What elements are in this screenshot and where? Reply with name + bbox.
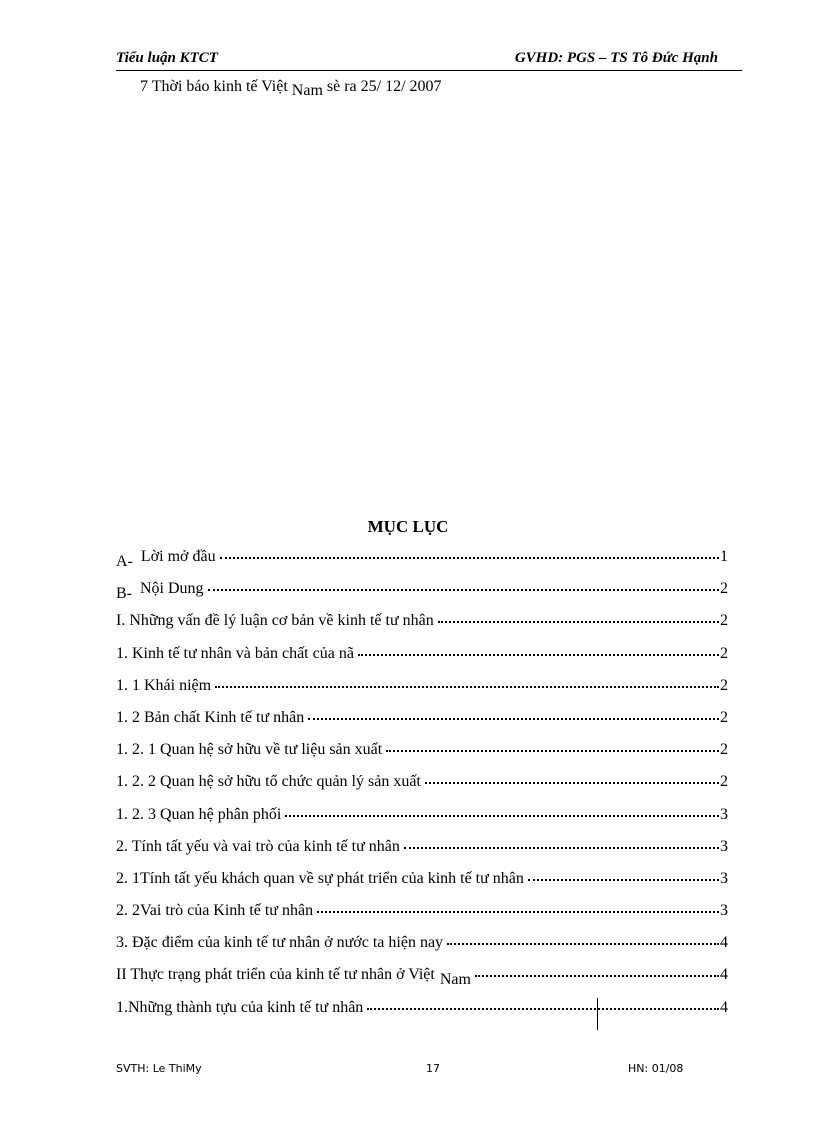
toc-entry-page-number: 3	[720, 869, 728, 887]
toc-entry	[116, 741, 728, 773]
footnote-issue: sè ra 25/ 12/ 2007	[326, 78, 442, 95]
toc-entry-text: I. Những vấn đề lý luận cơ bản về kinh tế tư nhân	[116, 612, 434, 630]
toc-entry-page-number: 2	[720, 612, 728, 630]
toc-entry-marker: B-	[116, 585, 132, 603]
footer-class: HN: 01/08	[628, 1062, 684, 1075]
toc-entry-text: 2. 1Tính tất yếu khách quan về sự phát triển của kinh tế tư nhân	[116, 869, 524, 887]
table-of-contents	[116, 548, 728, 1031]
toc-entry-page-number: 4	[720, 934, 728, 952]
toc-entry-page-number: 3	[720, 902, 728, 920]
toc-entry	[116, 677, 728, 709]
toc-entry-leader-dots	[358, 654, 719, 656]
toc-entry	[116, 870, 728, 902]
toc-entry-leader-dots	[285, 815, 719, 817]
toc-entry-leader-dots	[208, 589, 719, 591]
toc-entry	[116, 806, 728, 838]
toc-entry-text: 1.Những thành tựu của kinh tế tư nhân	[116, 998, 364, 1016]
toc-entry-page-number: 2	[720, 708, 728, 726]
toc-entry-text: Lời mở đầu	[140, 548, 216, 565]
footnote-text: 7 Thời báo kinh tế Việt	[140, 78, 288, 95]
toc-entry-text: 1. 2 Bản chất Kinh tế tư nhân	[116, 708, 305, 726]
toc-entry-page-number: 4	[720, 966, 728, 984]
toc-entry-leader-dots	[317, 911, 719, 913]
toc-entry	[116, 966, 728, 998]
header-course-title: Tiểu luận KTCT	[116, 50, 218, 66]
toc-entry-leader-dots	[447, 943, 719, 945]
toc-entry-leader-dots	[367, 1008, 719, 1010]
toc-entry-leader-dots	[425, 782, 719, 784]
toc-entry-text: 1. 2. 2 Quan hệ sở hữu tổ chức quản lý sản xuất	[116, 773, 421, 791]
toc-entry	[116, 580, 728, 612]
toc-entry-page-number: 3	[720, 837, 728, 855]
toc-entry-text: 1. 2. 3 Quan hệ phân phối	[116, 805, 282, 823]
toc-entry-leader-dots	[220, 557, 719, 559]
toc-entry	[116, 934, 728, 966]
toc-entry-leader-dots	[438, 621, 719, 623]
toc-title: MỤC LỤC	[367, 517, 449, 536]
toc-entry-text: II Thực trạng phát triển của kinh tế tư nhân ở Việt	[116, 966, 435, 984]
toc-entry	[116, 548, 728, 580]
toc-entry	[116, 838, 728, 870]
toc-entry-leader-dots	[404, 847, 719, 849]
footer-page-number: 17	[426, 1062, 440, 1075]
toc-entry-leader-dots	[215, 686, 719, 688]
toc-entry-text: 2. 2Vai trò của Kinh tế tư nhân	[116, 902, 314, 920]
toc-entry-leader-dots	[308, 718, 719, 720]
toc-entry	[116, 612, 728, 644]
text-cursor	[597, 998, 598, 1030]
toc-entry-page-number: 2	[720, 644, 728, 662]
toc-entry-page-number: 2	[720, 741, 728, 759]
footer-student: SVTH: Le ThiMy	[116, 1062, 202, 1075]
toc-entry-lowered-word: Nam	[439, 971, 471, 989]
toc-entry-page-number: 2	[720, 773, 728, 791]
footnote-lowered-word: Nam	[291, 82, 323, 99]
toc-entry-page-number: 1	[720, 548, 728, 565]
toc-entry-marker: A-	[116, 553, 133, 570]
footnote	[140, 78, 442, 99]
toc-entry	[116, 709, 728, 741]
toc-entry-leader-dots	[528, 879, 719, 881]
toc-entry	[116, 902, 728, 934]
toc-entry-text: 3. Đặc điểm của kinh tế tư nhân ở nước ta hiện nay	[116, 934, 444, 952]
toc-entry-page-number: 2	[720, 580, 728, 598]
toc-entry-text: 1. 2. 1 Quan hệ sở hữu về tư liệu sản xuất	[116, 741, 383, 759]
toc-entry-leader-dots	[475, 975, 719, 977]
toc-entry	[116, 999, 728, 1031]
toc-entry-text: 1. 1 Khái niệm	[116, 676, 212, 694]
page-header	[116, 50, 742, 71]
toc-entry-text: 1. Kinh tế tư nhân và bản chất của nã	[116, 644, 354, 662]
toc-entry-page-number: 3	[720, 805, 728, 823]
header-supervisor: GVHD: PGS – TS Tô Đức Hạnh	[514, 50, 718, 66]
toc-entry-page-number: 4	[720, 998, 728, 1016]
toc-entry-text: Nội Dung	[140, 580, 204, 598]
toc-entry	[116, 773, 728, 805]
toc-entry	[116, 645, 728, 677]
toc-entry-leader-dots	[386, 750, 719, 752]
toc-entry-page-number: 2	[720, 676, 728, 694]
toc-entry-text: 2. Tính tất yếu và vai trò của kinh tế tư nhân	[116, 837, 400, 855]
